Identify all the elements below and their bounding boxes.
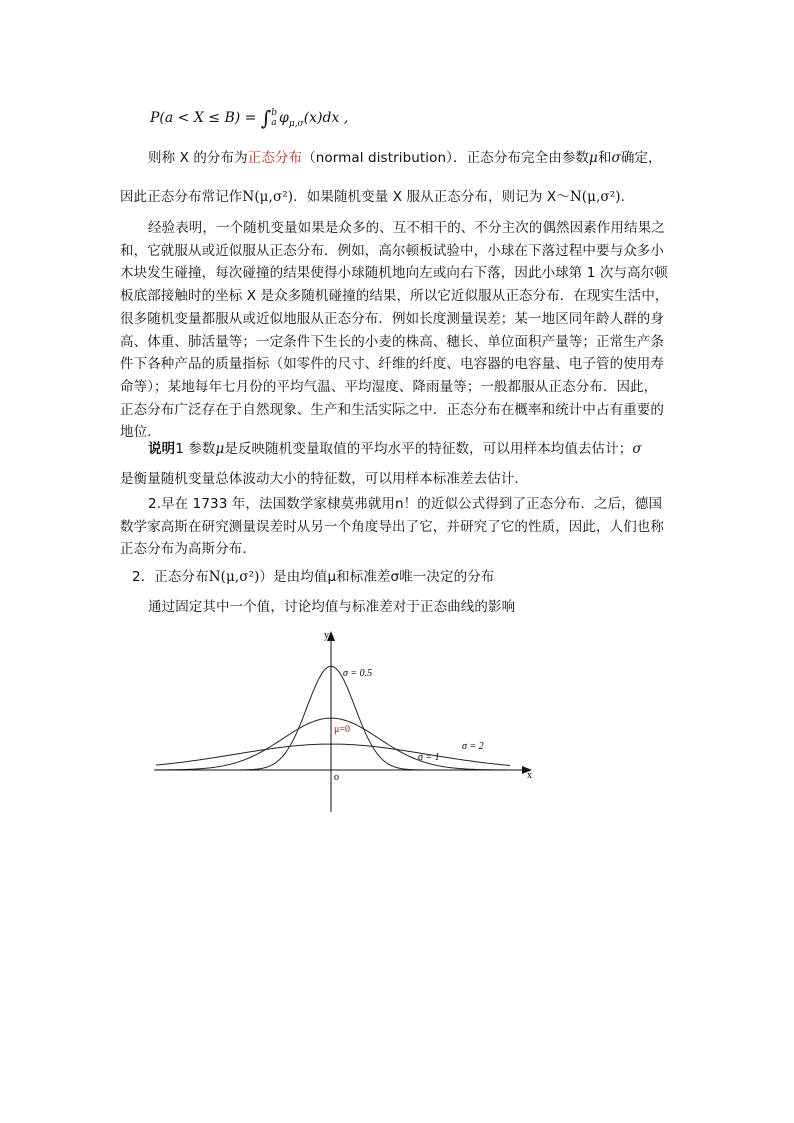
note-text-b: 是反映随机变量取值的平均水平的特征数，可以用样本均值去估计； (224, 441, 633, 457)
experience-line: 经验表明，一个随机变量如果是众多的、互不相干的、不分主次的偶然因素作用结果之 (148, 220, 665, 236)
curve-label-sigma-0.5: σ = 0.5 (343, 668, 373, 679)
curve-label-sigma-2: σ = 2 (462, 741, 484, 752)
mu-zero-label: μ=0 (334, 724, 351, 735)
integral-sign: ∫ (260, 106, 272, 130)
paragraph-intro-figure (120, 596, 680, 619)
section-number: 2． (132, 569, 155, 585)
note-mu: μ (215, 441, 225, 457)
def-text-c: 确定， (620, 150, 662, 166)
x-axis-label: x (527, 770, 532, 781)
note-text-a: 1 参数 (175, 441, 216, 457)
notation-end: . (620, 189, 625, 205)
normal-curve-sigma-2 (156, 744, 510, 765)
def-and: 和 (597, 150, 612, 166)
history-line: 正态分布为高斯分布． (120, 541, 256, 558)
mu-symbol: μ (589, 150, 598, 166)
sigma-symbol: σ (611, 150, 621, 166)
notation-text-a: 因此正态分布常记作 (120, 189, 243, 205)
paragraph-definition (120, 147, 680, 170)
section-n: N(μ,σ²) (208, 569, 260, 585)
note-line2: 是衡量随机变量总体波动大小的特征数，可以用样本标准差去估计． (120, 471, 528, 487)
notation-text-b: ．如果随机变量 X 服从正态分布，则记为 X～ (293, 189, 570, 205)
note-label: 说明 (148, 441, 176, 457)
paragraph-note-2 (120, 468, 680, 491)
experience-line: 高、体重、肺活量等；一定条件下生长的小麦的株高、穗长、单位面积产量等；正常生产条 (120, 333, 664, 350)
experience-line: 很多随机变量都服从或近似地服从正态分布．例如长度测量误差；某一地区同年龄人群的身 (120, 310, 664, 327)
curve-label-sigma-1: σ = 1 (418, 752, 440, 763)
curves-group (156, 666, 510, 770)
formula-rest: (x)dx , (303, 110, 349, 126)
notation-n2: N(μ,σ²) (569, 189, 621, 205)
paragraph-experience (120, 217, 680, 444)
phi-subscript: μ,σ (288, 118, 304, 129)
def-text-a: 则称 X 的分布为 (148, 150, 248, 166)
experience-line: 命等）；某地每年七月份的平均气温、平均湿度、降雨量等；一般都服从正态分布．因此， (120, 378, 658, 395)
note-sigma: σ (632, 441, 642, 457)
section-2-heading (120, 566, 680, 589)
history-line: 数学家高斯在研究测量误差时从另一个角度导出了它，并研究了它的性质，因此，人们也称 (120, 518, 664, 535)
formula-lhs: P(a < X ≤ B) = (150, 110, 261, 126)
def-text-b: （normal distribution）．正态分布完全由参数 (302, 150, 590, 166)
paragraph-notation (120, 186, 680, 209)
term-normal-distribution: 正态分布 (247, 150, 303, 166)
integral-lower: a (271, 118, 277, 128)
experience-line: 地位． (120, 424, 161, 441)
normal-curves-figure (150, 626, 540, 816)
experience-line: 件下各种产品的质量指标（如零件的尺寸、纤维的纤度、电容器的电容量、电子管的使用寿 (120, 356, 664, 373)
origin-label: o (334, 772, 339, 783)
notation-n: N(μ,σ²) (242, 189, 294, 205)
paragraph-note (120, 438, 680, 461)
experience-line: 正态分布广泛存在于自然现象、生产和生活实际之中．正态分布在概率和统计中占有重要的 (120, 401, 664, 418)
experience-line: 木块发生碰撞，每次碰撞的结果使得小球随机地向左或向右下落，因此小球第 1 次与高尔顿 (120, 265, 668, 282)
y-axis-label: y (324, 630, 329, 641)
history-line: 2.早在 1733 年，法国数学家棣莫弗就用n！的近似公式得到了正态分布．之后，德国 (148, 496, 663, 512)
section-text-a: 正态分布 (154, 569, 209, 585)
experience-line: 板底部接触时的坐标 X 是众多随机碰撞的结果，所以它近似服从正态分布．在现实生活中， (120, 288, 669, 305)
intro-figure-text: 通过固定其中一个值，讨论均值与标准差对于正态曲线的影响 (148, 599, 516, 615)
probability-formula (150, 106, 348, 130)
paragraph-history (120, 493, 680, 561)
section-text-b: ）是由均值μ和标准差σ唯一决定的分布 (259, 569, 495, 585)
experience-line: 和，它就服从或近似服从正态分布．例如，高尔顿板试验中，小球在下落过程中要与众多小 (120, 242, 664, 259)
phi-symbol: φ (279, 110, 289, 126)
integral-upper: b (271, 108, 278, 118)
